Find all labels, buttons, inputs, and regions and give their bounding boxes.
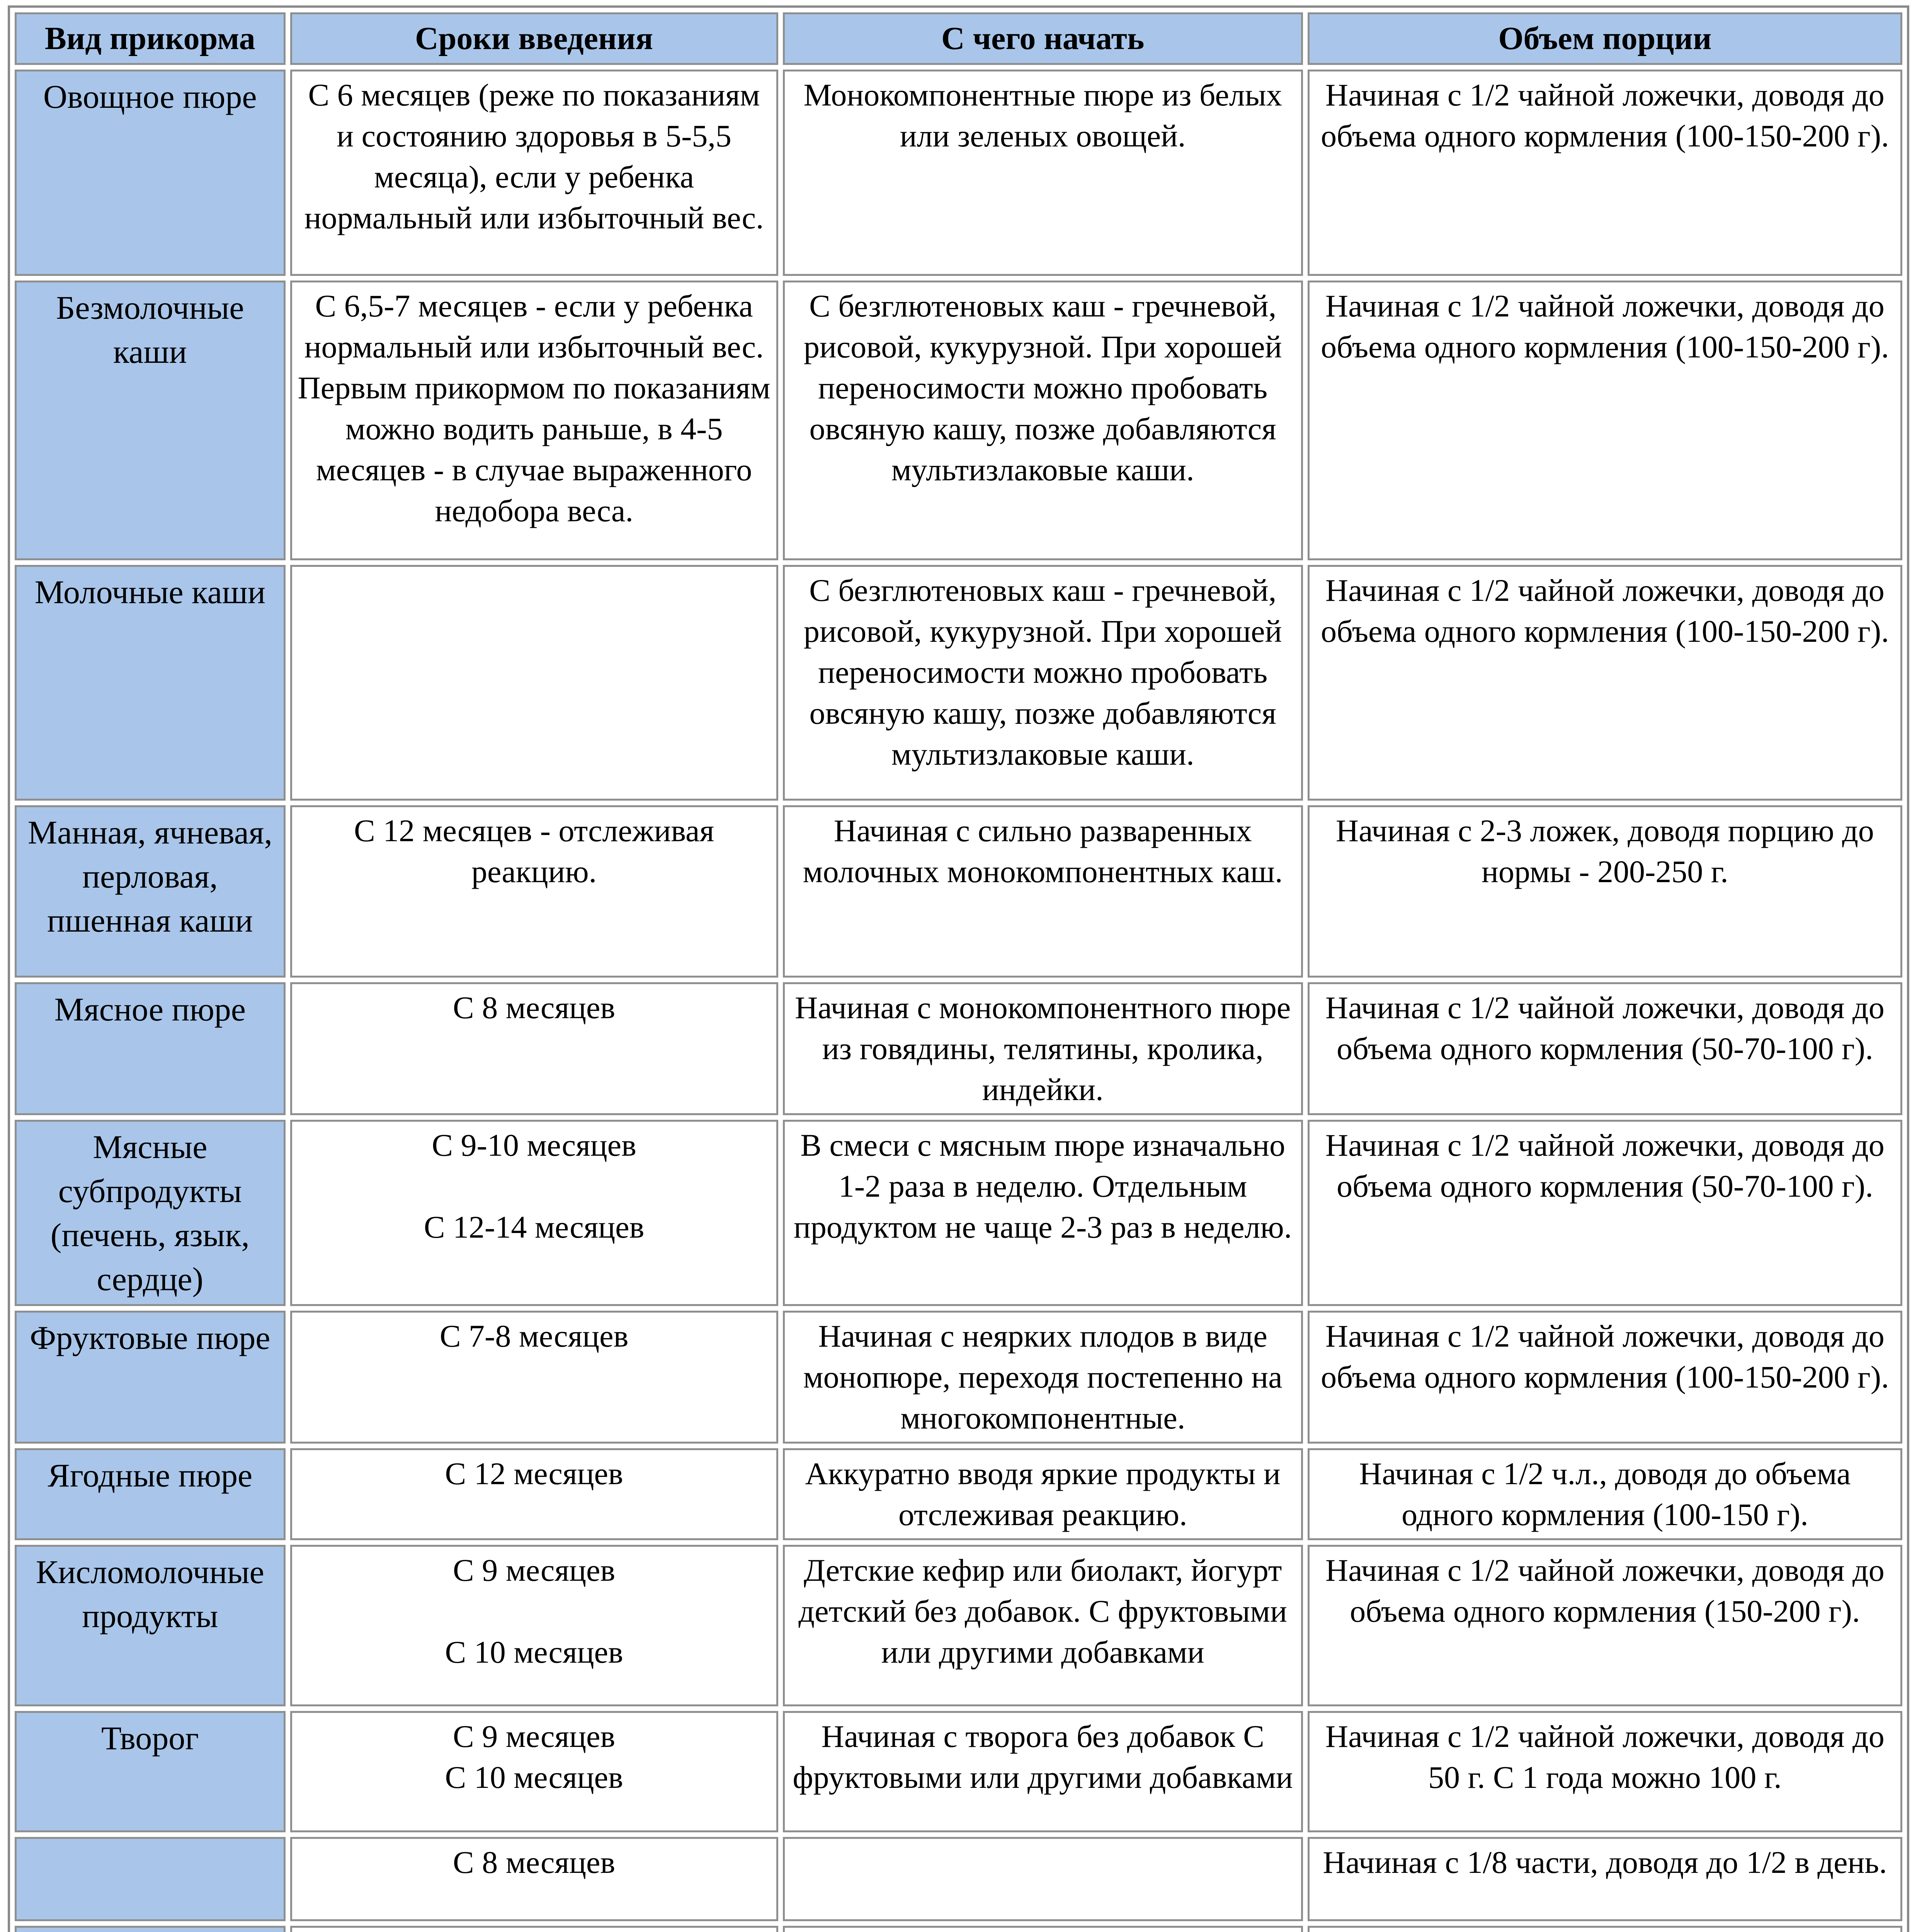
cell-when-line: С 6,5-7 месяцев - если у ребенка нормальный или избыточный вес. Первым прикормом по показаниям можно водить раньше, в 4-5 месяцев - в случае выраженного недобора веса. [298,288,771,528]
cell-type: Мясное пюре [15,982,286,1115]
cell-portion: Начиная с 1/2 чайной ложечки, доводя до объема одного кормления (50-70-100 г). [1308,1120,1902,1306]
header-type: Вид прикорма [15,12,286,65]
cell-when-line: С 6 месяцев (реже по показаниям и состоянию здоровья в 5-5,5 месяца), если у ребенка нормальный или избыточный вес. [304,77,764,235]
cell-when [290,1120,778,1306]
cell-start [783,1837,1303,1921]
cell-when [290,70,778,276]
cell-type: Кисломолочные продукты [15,1545,286,1706]
table-row [15,281,1902,560]
feeding-table [8,5,1909,1932]
cell-when-line: С 10 месяцев [445,1634,623,1670]
cell-when [290,982,778,1115]
cell-portion: Начиная с 1/8 части, доводя до 1/2 в день. [1308,1837,1902,1921]
cell-portion: Начиная с 1/2 чайной ложечки, доводя до 50 г. С 1 года можно 100 г. [1308,1711,1902,1832]
cell-type [15,1837,286,1921]
cell-start: Начиная с сильно разваренных молочных монокомпонентных каш. [783,805,1303,978]
table-row [15,1711,1902,1832]
cell-when [290,1448,778,1540]
cell-when [290,281,778,560]
cell-portion: Начиная с 1/2 чайной ложечки, доводя до объема одного кормления (100-150-200 г). [1308,281,1902,560]
cell-portion: Начиная с 1/2 чайной ложечки, доводя до объема одного кормления (100-150-200 г). [1308,565,1902,801]
table-row [15,1545,1902,1706]
cell-start: Начиная с творога без добавок С фруктовыми или другими добавками [783,1711,1303,1832]
cell-when [290,1837,778,1921]
header-start: С чего начать [783,12,1303,65]
cell-when [290,565,778,801]
cell-type [15,1926,286,1932]
cell-when-line: С 12 месяцев - отслеживая реакцию. [354,813,714,889]
table-row [15,982,1902,1115]
cell-start: Аккуратно вводя яркие продукты и отслеживая реакцию. [783,1448,1303,1540]
cell-start: С безглютеновых каш - гречневой, рисовой, кукурузной. При хорошей переносимости можно пробовать овсяную кашу, позже добавляются мультизлаковые каши. [783,281,1303,560]
cell-type: Овощное пюре [15,70,286,276]
cell-when [290,1926,778,1932]
cell-when-line: С 8 месяцев [453,990,616,1025]
table-row [15,1926,1902,1932]
cell-when-line: С 9-10 месяцев [432,1128,636,1163]
cell-type: Манная, ячневая, перловая, пшенная каши [15,805,286,978]
cell-when-line: С 12-14 месяцев [424,1209,645,1245]
cell-start: Детские кефир или биолакт, йогурт детский без добавок. С фруктовыми или другими добавками [783,1545,1303,1706]
cell-portion [1308,1926,1902,1932]
cell-when-line: С 9 месяцев [453,1719,616,1754]
cell-type: Мясные субпродукты (печень, язык, сердце) [15,1120,286,1306]
cell-when [290,1311,778,1444]
cell-when-line: С 8 месяцев [453,1845,616,1880]
table-row [15,1311,1902,1444]
cell-portion: Начиная с 1/2 чайной ложечки, доводя до объема одного кормления (150-200 г). [1308,1545,1902,1706]
cell-type: Молочные каши [15,565,286,801]
cell-when-gap [298,1166,771,1207]
table-row [15,565,1902,801]
cell-type: Безмолочные каши [15,281,286,560]
feeding-table-page [8,5,1909,1932]
cell-portion: Начиная с 1/2 чайной ложечки, доводя до объема одного кормления (100-150-200 г). [1308,70,1902,276]
table-row [15,70,1902,276]
table-row [15,1837,1902,1921]
table-row [15,805,1902,978]
cell-portion: Начиная с 1/2 ч.л., доводя до объема одного кормления (100-150 г). [1308,1448,1902,1540]
cell-start: Начиная с монокомпонентного пюре из говядины, телятины, кролика, индейки. [783,982,1303,1115]
cell-type: Ягодные пюре [15,1448,286,1540]
cell-start: С безглютеновых каш - гречневой, рисовой, кукурузной. При хорошей переносимости можно пробовать овсяную кашу, позже добавляются мультизлаковые каши. [783,565,1303,801]
cell-when-line: С 10 месяцев [445,1760,623,1795]
cell-when-line: С 9 месяцев [453,1553,616,1588]
cell-portion: Начиная с 1/2 чайной ложечки, доводя до объема одного кормления (50-70-100 г). [1308,982,1902,1115]
header-when: Сроки введения [290,12,778,65]
table-row [15,1448,1902,1540]
table-header-row [15,12,1902,65]
cell-portion: Начиная с 2-3 ложек, доводя порцию до нормы - 200-250 г. [1308,805,1902,978]
cell-start: В смеси с мясным пюре изначально 1-2 раза в неделю. Отдельным продуктом не чаще 2-3 раз в неделю. [783,1120,1303,1306]
cell-type: Фруктовые пюре [15,1311,286,1444]
cell-when [290,1545,778,1706]
header-portion: Объем порции [1308,12,1902,65]
cell-portion: Начиная с 1/2 чайной ложечки, доводя до объема одного кормления (100-150-200 г). [1308,1311,1902,1444]
cell-type: Творог [15,1711,286,1832]
cell-when-gap [298,1591,771,1632]
table-row [15,1120,1902,1306]
cell-start [783,1926,1303,1932]
cell-when-line: С 12 месяцев [445,1456,623,1491]
cell-when [290,1711,778,1832]
cell-when-line: С 7-8 месяцев [439,1318,629,1354]
cell-when [290,805,778,978]
cell-start: Монокомпонентные пюре из белых или зеленых овощей. [783,70,1303,276]
cell-start: Начиная с неярких плодов в виде монопюре, переходя постепенно на многокомпонентные. [783,1311,1303,1444]
